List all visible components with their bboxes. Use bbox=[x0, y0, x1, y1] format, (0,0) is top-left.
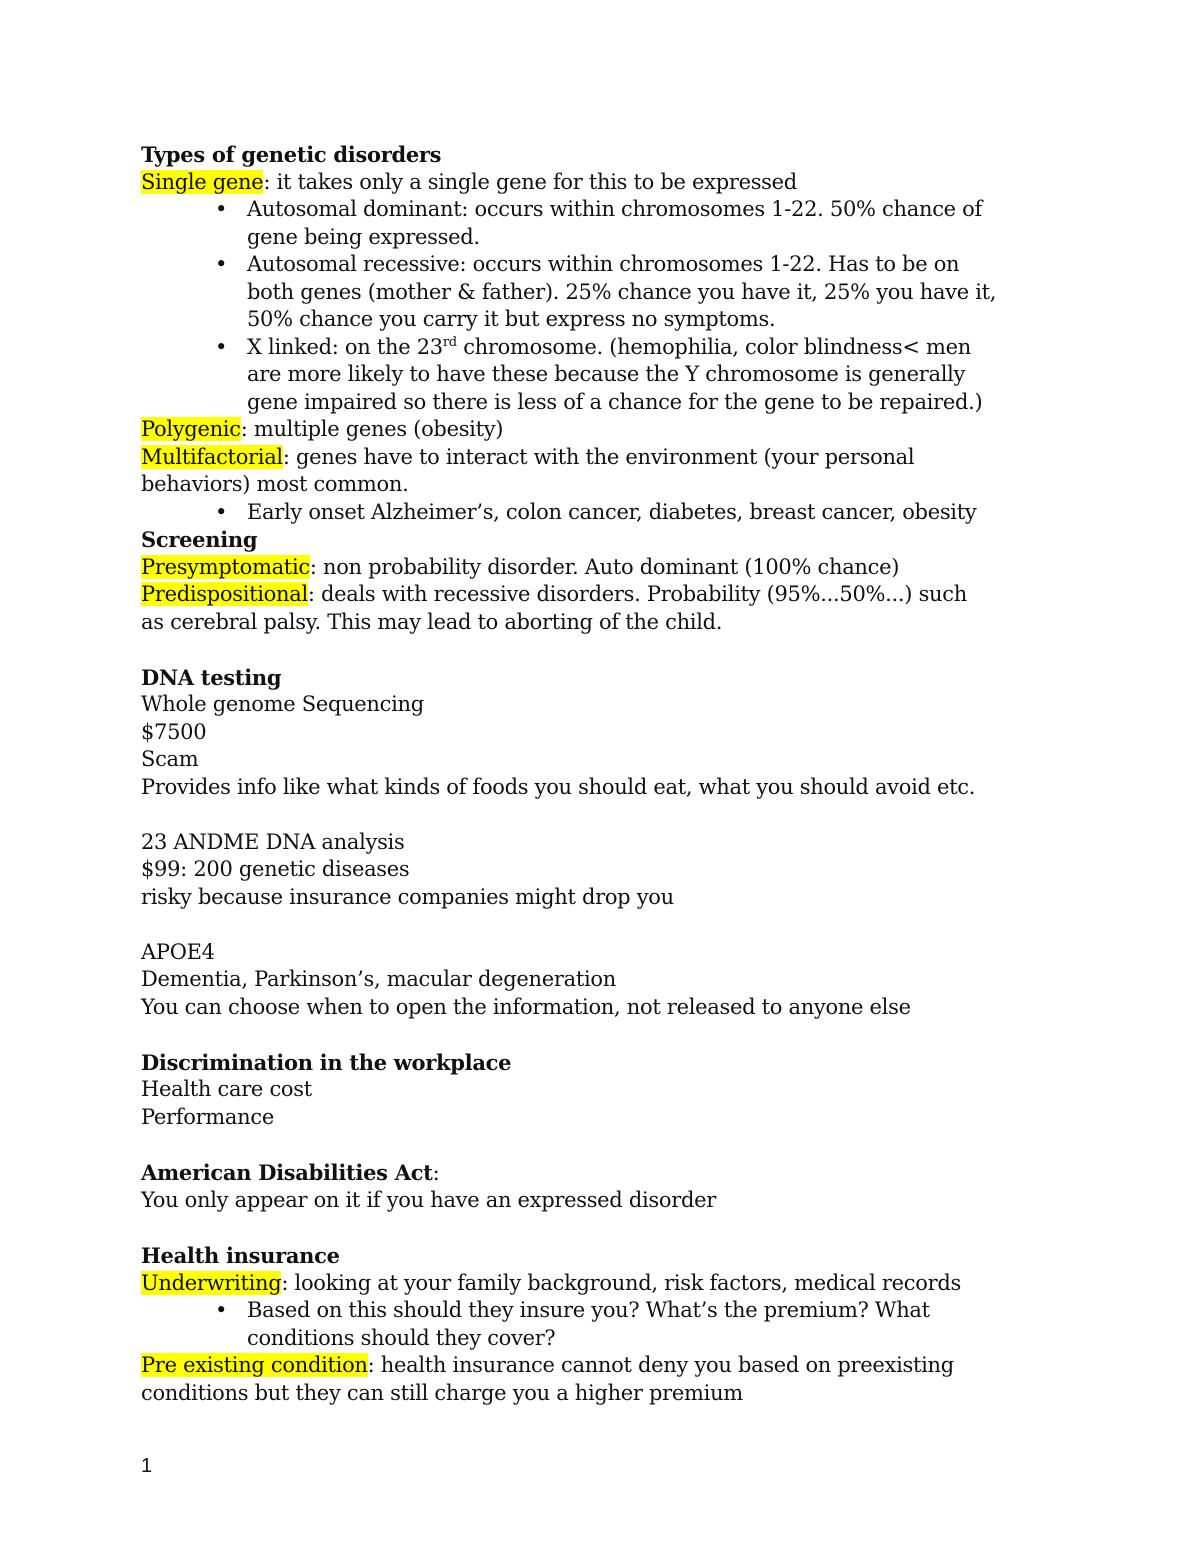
list-item-x-linked: • X linked: on the 23rd chromosome. (hemophilia, color blindness< men are more likely to have these because the Y chromosome is generally gene impaired so there is less of a chance for the gene to be repaired.) bbox=[215, 334, 983, 414]
term-single-gene: Single gene bbox=[141, 169, 264, 194]
dna-line: Provides info like what kinds of foods you should eat, what you should avoid etc. bbox=[141, 774, 976, 799]
presymptomatic-definition: Presymptomatic: non probability disorder. Auto dominant (100% chance) bbox=[141, 554, 900, 579]
bullet-icon: • bbox=[215, 197, 228, 221]
underwriting-definition: Underwriting: looking at your family background, risk factors, medical records bbox=[141, 1270, 961, 1295]
bullet-icon: • bbox=[215, 499, 228, 524]
dna-line: You can choose when to open the information, not released to anyone else bbox=[141, 994, 911, 1019]
heading-health-insurance: Health insurance bbox=[141, 1243, 340, 1268]
list-item-underwriting-questions: • Based on this should they insure you? What’s the premium? What conditions should they cover? bbox=[215, 1298, 930, 1350]
single-gene-definition: Single gene: it takes only a single gene for this to be expressed bbox=[141, 169, 797, 194]
underwriting-bullet-list bbox=[141, 1297, 1071, 1352]
heading-types-of-genetic-disorders: Types of genetic disorders bbox=[141, 142, 442, 167]
workplace-line: Performance bbox=[141, 1104, 274, 1129]
dna-line: 23 ANDME DNA analysis bbox=[141, 829, 405, 854]
bullet-icon: • bbox=[215, 334, 228, 359]
list-item-autosomal-dominant: • Autosomal dominant: occurs within chromosomes 1-22. 50% chance of gene being expressed. bbox=[215, 197, 982, 249]
bullet-icon: • bbox=[215, 252, 228, 276]
dna-line: risky because insurance companies might drop you bbox=[141, 884, 674, 909]
heading-screening: Screening bbox=[141, 527, 258, 552]
heading-dna-testing: DNA testing bbox=[141, 664, 282, 690]
dna-line: Whole genome Sequencing bbox=[141, 692, 424, 716]
dna-line: APOE4 bbox=[141, 939, 215, 964]
list-item-autosomal-recessive: • Autosomal recessive: occurs within chromosomes 1-22. Has to be on both genes (mother & father). 25% chance you have it, 25% you have it, 50% chance you carry it but express no symptoms. bbox=[215, 252, 997, 331]
preexisting-condition-definition: Pre existing condition: health insurance cannot deny you based on preexisting bbox=[141, 1353, 954, 1377]
multifactorial-bullet-list bbox=[141, 499, 1071, 527]
dna-line: Dementia, Parkinson’s, macular degeneration bbox=[141, 967, 616, 991]
workplace-line: Health care cost bbox=[141, 1077, 312, 1101]
heading-discrimination-in-the-workplace: Discrimination in the workplace bbox=[141, 1049, 512, 1075]
ada-line: You only appear on it if you have an expressed disorder bbox=[141, 1188, 716, 1212]
document-body: Types of genetic disorders Single gene: it takes only a single gene for this to be expressed • Autosomal dominant: occurs within chromosomes 1-22. 50% chance of gene being expressed. • Autosomal recessive: occurs within chromosomes 1-22. Has to be on both genes (mother & father). 25% chance you have it, 25% you have it, 50% chance you carry it but express no symptoms. • X linked: on the 23rd chromosome. (hemophilia, color blindness< men are more likely to have these because the Y chromosome is generally gene impaired so there is less of a chance for the gene to be repaired.) Polygenic: multiple genes (obesity) Multifactorial: genes have to interact with the environment (your personal behaviors) most common. • Early onset Alzheimer’s, colon cancer, diabetes, breast cancer, obesity Screening Presymptomatic: non probability disorder. Auto dominant (100% chance) Predispositional: deals with recessive disorders. Probability (95%...50%...) such as cerebral palsy. This may lead to aborting of the child. DNA testing Whole genome Sequencing $7500 Scam Provides info like what kinds of foods you should eat, what you should avoid etc. 23 ANDME DNA analysis $99: 200 genetic diseases risky because insurance companies might drop you APOE4 Dementia, Parkinson’s, macular degeneration You can choose when to open the information, not released to anyone else Discrimination in the workplace Health care cost Performance American Disabilities Act: You only appear on it if you have an expressed disorder Health insurance Underwriting: looking at your family background, risk factors, medical records • Based on this should they insure you? What’s the premium? What conditions should they cover? Pre existing condition: health insurance cannot deny you based on preexisting conditions but they can still charge you a higher premium bbox=[141, 141, 1071, 1407]
dna-line: Scam bbox=[141, 747, 199, 771]
term-pre-existing-condition: Pre existing condition bbox=[141, 1353, 368, 1377]
term-underwriting: Underwriting bbox=[141, 1270, 282, 1295]
heading-american-disabilities-act: American Disabilities Act: bbox=[141, 1159, 440, 1185]
term-multifactorial: Multifactorial bbox=[141, 444, 283, 469]
dna-line: $99: 200 genetic diseases bbox=[141, 857, 410, 881]
term-polygenic: Polygenic bbox=[141, 417, 241, 441]
multifactorial-definition: Multifactorial: genes have to interact with the environment (your personal bbox=[141, 444, 915, 469]
term-presymptomatic: Presymptomatic bbox=[141, 554, 310, 579]
polygenic-definition: Polygenic: multiple genes (obesity) bbox=[141, 417, 504, 441]
single-gene-bullet-list bbox=[141, 196, 1071, 416]
dna-line: $7500 bbox=[141, 719, 207, 744]
page-number: 1 bbox=[141, 1455, 153, 1477]
predispositional-definition: Predispositional: deals with recessive disorders. Probability (95%...50%...) such bbox=[141, 582, 967, 606]
list-item-multifactorial-examples: • Early onset Alzheimer’s, colon cancer, diabetes, breast cancer, obesity bbox=[141, 499, 1071, 527]
bullet-icon: • bbox=[215, 1298, 228, 1322]
term-predispositional: Predispositional bbox=[141, 582, 308, 606]
